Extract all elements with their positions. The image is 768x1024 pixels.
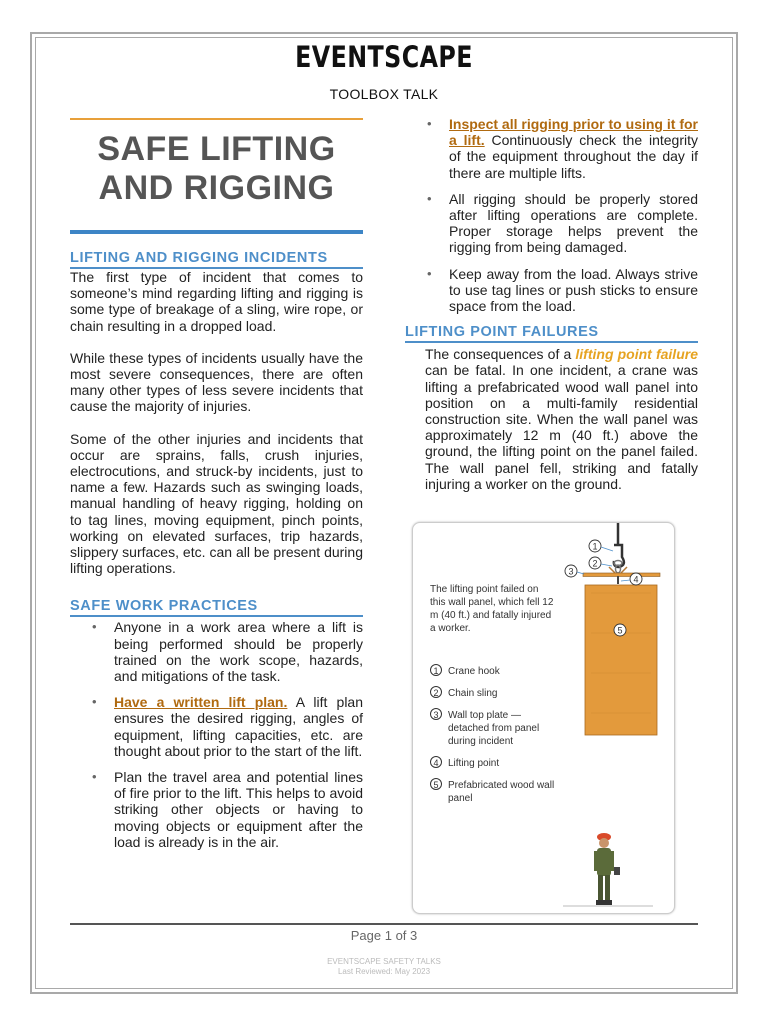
callout-2-label: 2 (592, 558, 598, 569)
worker-arm (610, 851, 614, 871)
incidents-paragraph-3: Some of the other injuries and incidents that occur are sprains, falls, crush injuries, electrocutions, and struck-by incidents, just to name a few. Hazards such as swinging loads, manual handling of heavy rigging, holding on to tag lines, moving equipment, pinch points, working on elevated surfaces, trip hazards, slippery surfaces, etc. can all be present during lifting operations. (70, 430, 363, 577)
legend-item-wood-panel: 5 Prefabricated wood wall panel (430, 779, 560, 805)
wood-wall-panel (585, 585, 657, 735)
worker-arm (594, 851, 598, 871)
left-column (70, 250, 363, 860)
footer-line-1: EVENTSCAPE SAFETY TALKS (327, 957, 441, 966)
inspect-rigging-link[interactable]: Inspect all rigging prior to using it for a lift. (449, 116, 698, 149)
section-heading-incidents: LIFTING AND RIGGING INCIDENTS (70, 250, 363, 269)
failures-text-pre: The consequences of a (425, 346, 576, 363)
page-title-line2: AND RIGGING (98, 169, 335, 207)
worker-head (599, 838, 609, 848)
footer-line-2: Last Reviewed: May 2023 (337, 967, 431, 976)
worker-figure (594, 833, 620, 905)
list-item-text: A lift plan ensures the desired rigging, angles of equipment, lifting capacities, etc. are thought about prior to the start of the lift. (114, 694, 363, 759)
callout-1-pointer (601, 547, 613, 551)
callout-5-label: 5 (617, 625, 623, 636)
page-number: Page 1 of 3 (350, 928, 418, 943)
incidents-paragraph-2: While these types of incidents usually have the most severe consequences, there are often many other types of less severe incidents that cause the majority of injuries. (70, 349, 363, 415)
failures-paragraph (405, 346, 698, 492)
section-heading-failures: LIFTING POINT FAILURES (405, 324, 698, 343)
callout-1-label: 1 (592, 541, 598, 552)
worker-boot (604, 900, 612, 905)
list-item-text: Continuously check the integrity of the equipment throughout the day if there are multiple lifts. (449, 132, 698, 181)
wall-top-plate (583, 573, 660, 577)
callout-4-label: 4 (633, 574, 639, 585)
lift-plan-link[interactable]: Have a written lift plan. (114, 694, 288, 711)
page-title-line1: SAFE LIFTING (97, 130, 336, 168)
title-rule-bottom (70, 230, 363, 234)
legend-item-crane-hook: 1 Crane hook (430, 665, 560, 678)
legend-item-chain-sling: 2 Chain sling (430, 687, 560, 700)
footer (0, 957, 768, 977)
eventscape-logo: EVENTSCAPE (295, 40, 473, 74)
title-rule-top (70, 118, 363, 120)
worker-boot (596, 900, 604, 905)
incident-illustration (412, 522, 675, 914)
figure-caption: The lifting point failed on this wall panel, which fell 12 m (40 ft.) and fatally injured a worker. (430, 584, 554, 634)
callout-4-pointer (621, 580, 630, 581)
legend-item-wall-top-plate: 3 Wall top plate — detached from panel during incident (430, 709, 560, 748)
list-item: • Keep away from the load. Always strive to use tag lines or push sticks to ensure space from the load. (405, 266, 698, 315)
worker-leg (598, 875, 603, 900)
section-heading-practices: SAFE WORK PRACTICES (70, 598, 363, 617)
list-item (405, 116, 698, 181)
practices-list-continued (405, 116, 698, 314)
callout-3-label: 3 (568, 566, 574, 577)
document-subtitle: TOOLBOX TALK (329, 86, 439, 102)
footer-rule (70, 923, 698, 925)
worker-bag (614, 867, 620, 875)
incidents-paragraph-1: The first type of incident that comes to someone’s mind regarding lifting and rigging is some type of breakage of a sling, wire rope, or chain resulting in a dropped load. (70, 269, 363, 334)
list-item: • Plan the travel area and potential lines of fire prior to the lift. This helps to avoid striking other objects or having to moving objects or equipment after the load is already is in the air. (70, 769, 363, 850)
illustration-drawing (413, 523, 676, 915)
lifting-point-failure-emphasis: lifting point failure (575, 346, 698, 363)
worker-leg (605, 875, 610, 900)
list-item: • All rigging should be properly stored after lifting operations are complete. Proper storage helps prevent the rigging from being damaged. (405, 191, 698, 256)
failures-text-post: can be fatal. In one incident, a crane was lifting a prefabricated wood wall panel into position on a multi-family residential construction site. When the wall panel was approximately 12 m (40 ft.) above the ground, the lifting point on the panel failed. The wall panel fell, striking and fatally injuring a worker on the ground. (425, 362, 698, 492)
legend-item-lifting-point: 4 Lifting point (430, 757, 560, 770)
list-item: • Anyone in a work area where a lift is being performed should be properly trained on the work scope, hazards, and mitigations of the task. (70, 619, 363, 684)
worker-torso (597, 848, 611, 876)
page-title (70, 130, 363, 208)
callout-2-pointer (601, 564, 612, 566)
practices-list (70, 619, 363, 850)
right-column (405, 116, 698, 508)
list-item (70, 694, 363, 759)
